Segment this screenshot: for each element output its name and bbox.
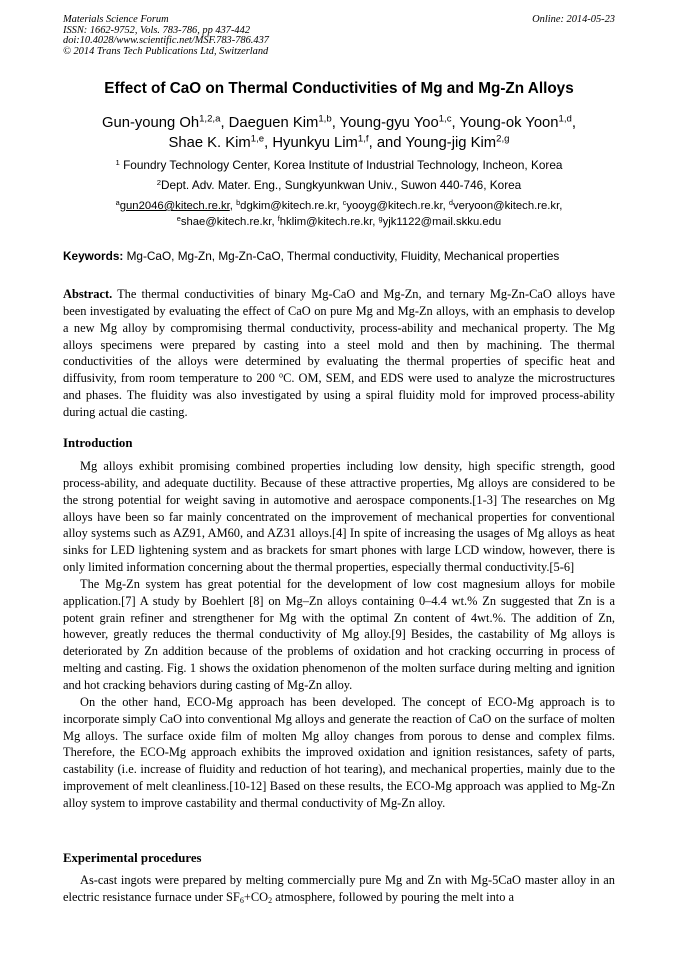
author-name: Hyunkyu Lim <box>272 135 358 151</box>
email-link[interactable]: dgkim@kitech.re.kr <box>240 200 337 212</box>
exp-text: As-cast ingots were prepared by melting commercially pure Mg and Zn with Mg-5CaO master alloy in an electric resistance furnace under SF <box>63 873 615 904</box>
online-date: Online: 2014-05-23 <box>532 14 615 25</box>
author-name: Young-ok Yoon <box>459 115 559 131</box>
email-sup: f <box>277 213 280 223</box>
author-sup: 1,c <box>438 113 452 125</box>
email-list <box>40 198 638 230</box>
abstract-text-continued: C. OM, SEM, and EDS were used to analyze the microstructures and phases. The fluidity was also investigated by using a spiral fluidity mold for improved process-ability during actual die casting. <box>63 371 615 419</box>
paragraph <box>63 872 615 906</box>
affiliation-1 <box>0 158 678 172</box>
author-list <box>40 113 638 153</box>
abstract-label: Abstract. <box>63 287 113 301</box>
paragraph: The Mg-Zn system has great potential for the development of low cost magnesium alloys for mobile application.[7] A study by Boehlert [8] on Mg–Zn alloys containing 0–4.4 wt.% Zn suggested that Zn is a potent grain refiner and strengthener for Mg with the optimal Zn content of 4wt.%. The addition of Zn, however, greatly reduces the thermal conductivity of Mg alloy.[9] Besides, the castability of Mg alloys is deteriorated by Zn addition because of the problems of oxidation and hot cracking occurring in process of melting and casting. Fig. 1 shows the oxidation phenomenon of the molten surface during melting and ignition and hot cracking behaviors during casting of Mg-Zn alloy. <box>63 576 615 692</box>
email-link[interactable]: gun2046@kitech.re.kr <box>119 200 230 212</box>
author-line-1 <box>40 113 638 133</box>
author-name: Young-gyu Yoo <box>339 115 439 131</box>
exp-co: +CO <box>243 889 269 904</box>
affiliation-sup: 2 <box>156 177 162 187</box>
email-sup: d <box>448 197 453 207</box>
journal-header <box>63 15 269 57</box>
email-link[interactable]: veryoon@kitech.re.kr <box>452 200 560 212</box>
author-sup: 1,f <box>357 133 369 145</box>
introduction-heading: Introduction <box>63 436 133 450</box>
email-link[interactable]: shae@kitech.re.kr <box>180 216 272 228</box>
affiliation-text: Foundry Technology Center, Korea Institute of Industrial Technology, Incheon, Korea <box>123 158 563 172</box>
experimental-body <box>63 872 615 906</box>
email-sup: e <box>176 213 181 223</box>
keywords-text: Mg-CaO, Mg-Zn, Mg-Zn-CaO, Thermal conductivity, Fluidity, Mechanical properties <box>126 249 560 263</box>
email-line-1: $^a$gun2046@kitech.re.kr, $^b$dgkim@kitech.re.kr, $^c$yooyg@kitech.re.kr, $^d$veryoon@kitech.re.kr, <box>115 197 563 212</box>
abstract-text: The thermal conductivities of binary Mg-CaO and Mg-Zn, and ternary Mg-Zn-CaO alloys have been investigated by evaluating the effect of CaO on pure Mg and Mg-Zn alloys, with an emphasis to develop a new Mg alloy by compromising thermal conductivity, process-ability and mechanical property. The Mg alloys specimens were prepared by casting into a steel mold and then by machining. The thermal conductivities of the alloys were determined by evaluating the thermal properties of specific heat and diffusivity, from room temperature to 200 <box>63 287 616 386</box>
copyright-line: © 2014 Trans Tech Publications Ltd, Switzerland <box>63 45 269 57</box>
author-name: Shae K. Kim <box>168 135 251 151</box>
author-name: Daeguen Kim <box>228 115 319 131</box>
sf-subscript: 6 <box>239 895 244 905</box>
email-sup: c <box>342 197 347 207</box>
keywords-label: Keywords: <box>63 249 124 263</box>
email-line-2: $^e$shae@kitech.re.kr, $^f$hklim@kitech.re.kr, $^g$yjk1122@mail.skku.edu <box>176 213 502 228</box>
issn-line: ISSN: 1662-9752, Vols. 783-786, pp 437-442 <box>63 24 251 36</box>
abstract <box>63 286 615 421</box>
email-link[interactable]: yjk1122@mail.skku.edu <box>382 216 502 228</box>
email-link[interactable]: hklim@kitech.re.kr <box>279 216 373 228</box>
exp-text-continued: atmosphere, followed by pouring the melt into a <box>272 889 515 904</box>
author-separator: , <box>264 135 273 151</box>
keywords <box>63 249 615 263</box>
author-sup: 2,g <box>496 133 510 145</box>
paper-title: Effect of CaO on Thermal Conductivities of Mg and Mg-Zn Alloys <box>104 80 574 97</box>
author-separator: , <box>368 135 377 151</box>
author-sup: 1,b <box>318 113 332 125</box>
author-line-2 <box>40 133 638 153</box>
degree-sup: o <box>279 370 284 380</box>
email-sup: g <box>378 213 383 223</box>
author-sup: 1,d <box>558 113 572 125</box>
author-separator: , <box>220 115 229 131</box>
author-name: Gun-young Oh <box>102 115 200 131</box>
author-sup: 1,2,a <box>199 113 221 125</box>
author-separator: , <box>331 115 340 131</box>
introduction-body <box>63 458 615 812</box>
author-and: and <box>376 135 402 151</box>
author-separator: , <box>571 115 576 131</box>
author-sup: 1,e <box>250 133 265 145</box>
author-separator: , <box>451 115 460 131</box>
affiliation-2 <box>0 178 678 192</box>
email-sup: a <box>115 197 120 207</box>
author-name: Young-jig Kim <box>405 135 497 151</box>
email-sup: b <box>236 197 241 207</box>
paragraph: On the other hand, ECO-Mg approach has been developed. The concept of ECO-Mg approach is to incorporate simply CaO into conventional Mg alloys and generate the reaction of CaO on the surface of molten Mg alloys. The surface oxide film of molten Mg alloy changes from porous to dense and complex films. Therefore, the ECO-Mg approach exhibits the improved oxidation and ignition resistances, safety of parts, castability (i.e. increase of fluidity and reduction of hot tearing), and mechanical properties, mainly due to the improvement of melt cleanliness.[10-12] Based on these results, the ECO-Mg approach was applied to Mg-Zn alloy system to improve castability and thermal conductivity of Mg-Zn alloy. <box>63 694 615 810</box>
co-subscript: 2 <box>268 895 273 905</box>
affiliation-text: Dept. Adv. Mater. Eng., Sungkyunkwan Univ., Suwon 440-746, Korea <box>161 178 522 192</box>
affiliation-sup: 1 <box>115 157 120 167</box>
email-link[interactable]: yooyg@kitech.re.kr <box>346 200 443 212</box>
experimental-heading: Experimental procedures <box>63 851 202 865</box>
doi-line: doi:10.4028/www.scientific.net/MSF.783-786.437 <box>63 35 269 47</box>
paragraph: Mg alloys exhibit promising combined properties including low density, high specific strength, good process-ability, and adequate ductility. Because of these attractive properties, Mg alloys are considered to be the strong potential for weight saving in automotive and aerospace components.[1-3] The researches on Mg alloys have been so far mainly concentrated on the improvement of mechanical properties for conventional alloy systems such as AZ91, AM60, and AZ31 alloys.[4] In spite of increasing the usages of Mg alloys as heat sinks for LED lightening system and as brackets for smart phones with large LCD window, however, there is only limited information concerning about the thermal properties, especially thermal conductivity.[5-6] <box>63 459 615 575</box>
journal-name: Materials Science Forum <box>63 14 169 25</box>
